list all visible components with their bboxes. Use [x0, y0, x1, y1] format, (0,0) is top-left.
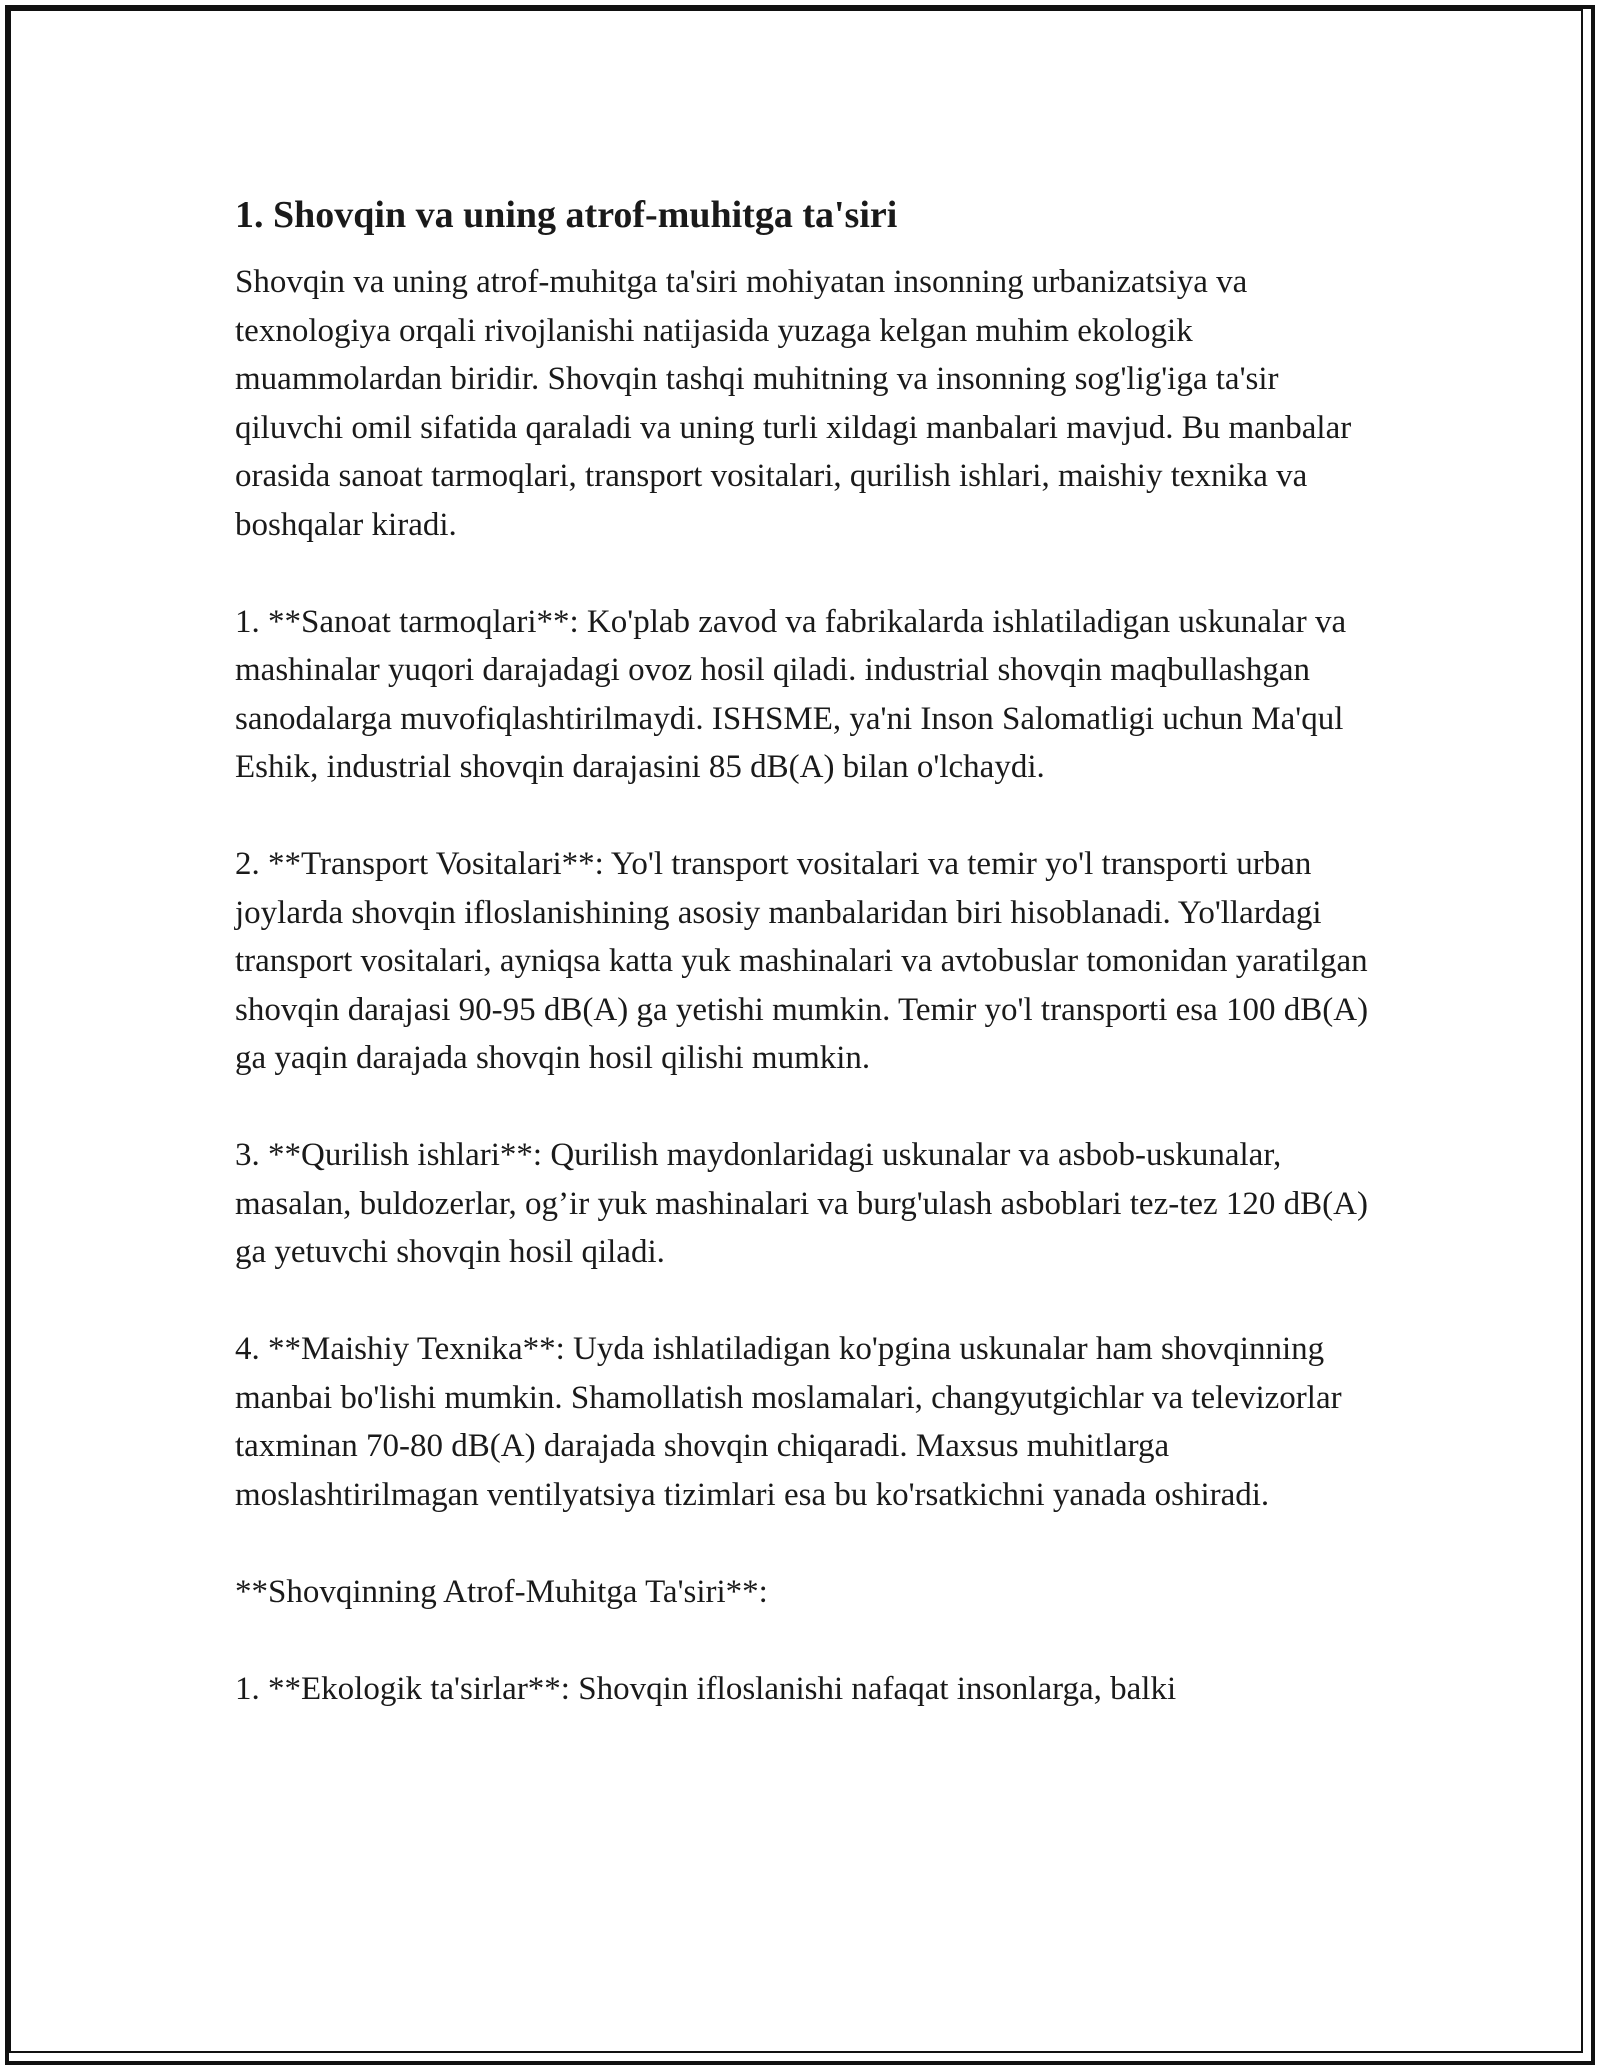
subheading-impact: **Shovqinning Atrof-Muhitga Ta'siri**: — [235, 1573, 768, 1610]
paragraph-transport: 2. **Transport Vositalari**: Yo'l transport vositalari va temir yo'l transporti urban joylarda shovqin ifloslanishining asosiy manbalaridan biri hisoblanadi. Yo'llardagi transport vositalari, ayniqsa katta yuk mashinalari va avtobuslar tomonidan yaratilgan shovqin darajasi 90-95 dB(A) ga yetishi mumkin. Temir yo'l transporti esa 100 dB(A) ga yaqin darajada shovqin hosil qilishi mumkin. — [235, 846, 1369, 1076]
section-heading: 1. Shovqin va uning atrof-muhitga ta'siri — [235, 194, 898, 236]
paragraph-construction: 3. **Qurilish ishlari**: Qurilish maydonlaridagi uskunalar va asbob-uskunalar, masalan, buldozerlar, og’ir yuk mashinalari va burg'ulash asboblari tez-tez 120 dB(A) ga yetuvchi shovqin hosil qiladi. — [235, 1137, 1368, 1270]
document-body — [235, 180, 1375, 1762]
paragraph-household: 4. **Maishiy Texnika**: Uyda ishlatiladigan ko'pgina uskunalar ham shovqinning manbai bo'lishi mumkin. Shamollatish moslamalari, changyutgichlar va televizorlar taxminan 70-80 dB(A) darajada shovqin chiqaradi. Maxsus muhitlarga moslashtirilmagan ventilyatsiya tizimlari esa bu ko'rsatkichni yanada oshiradi. — [235, 1331, 1342, 1513]
paragraph-ecological: 1. **Ekologik ta'sirlar**: Shovqin ifloslanishi nafaqat insonlarga, balki — [235, 1670, 1177, 1707]
intro-paragraph: Shovqin va uning atrof-muhitga ta'siri mohiyatan insonning urbanizatsiya va texnologiya orqali rivojlanishi natijasida yuzaga kelgan muhim ekologik muammolardan biridir. Shovqin tashqi muhitning va insonning sog'lig'iga ta'sir qiluvchi omil sifatida qaraladi va uning turli xildagi manbalari mavjud. Bu manbalar orasida sanoat tarmoqlari, transport vositalari, qurilish ishlari, maishiy texnika va boshqalar kiradi. — [235, 264, 1352, 543]
paragraph-industry: 1. **Sanoat tarmoqlari**: Ko'plab zavod va fabrikalarda ishlatiladigan uskunalar va mashinalar yuqori darajadagi ovoz hosil qiladi. industrial shovqin maqbullashgan sanodalarga muvofiqlashtirilmaydi. ISHSME, ya'ni Inson Salomatligi uchun Ma'qul Eshik, industrial shovqin darajasini 85 dB(A) bilan o'lchaydi. — [235, 603, 1347, 785]
